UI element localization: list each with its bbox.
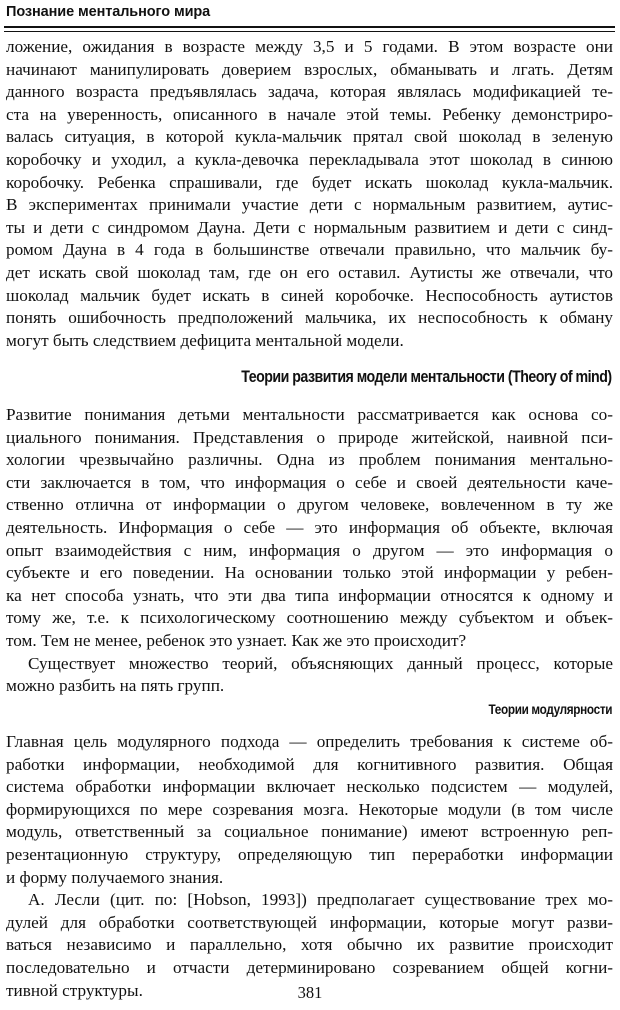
- text-line: том. Тем не менее, ребенок это узнает. Как же это происходит?: [6, 630, 467, 650]
- text-line: хологии чрезвычайно различны. Одна из проблем понимания ментально-: [6, 450, 613, 470]
- text-line: модуль, ответственный за социальное понимание) имеют встроенную реп-: [6, 822, 613, 842]
- text-line: Развитие понимания детьми ментальности рассматривается как основа со-: [6, 405, 613, 424]
- text-line: и форму получаемого знания.: [6, 867, 224, 887]
- text-line: ваться независимо и параллельно, хотя обычно их развитие происходит: [6, 935, 613, 955]
- text-line: субъекте и его поведении. На основании только этой информации у ребен-: [6, 563, 613, 583]
- text-line: резентационную структуру, определяющую тип переработки информации: [6, 844, 613, 864]
- text-line: ложение, ожидания в возрасте между 3,5 и 5 годами. В этом возрасте они: [6, 37, 613, 56]
- text-line: ромом Дауна в 4 года в большинстве отвечали правильно, что мальчик бу-: [6, 240, 613, 260]
- text-line: дет искать свой шоколад там, где он его оставил. Аутисты же отвечали, что: [6, 262, 613, 282]
- paragraph: [6, 653, 613, 698]
- text-line: В экспериментах принимали участие дети с нормальным развитием, аутис-: [6, 195, 613, 215]
- text-line: формирующихся по мере созревания мозга. Некоторые модули (в том числе: [6, 799, 613, 819]
- text-line: могут быть следствием дефицита ментальной модели.: [6, 330, 404, 350]
- text-line: можно разбить на пять групп.: [6, 676, 225, 696]
- text-line: Главная цель модулярного подхода — определить требования к системе об-: [6, 732, 613, 751]
- text-line: ста на уверенность, описанного в начале этой темы. Ребенку демонстриро-: [6, 104, 613, 124]
- paragraph: [6, 36, 613, 352]
- text-line: деятельность. Информация о себе — это информация об объекте, включая: [6, 517, 613, 537]
- text-line: сти заключается в том, что информация о себе и своей деятельности каче-: [6, 472, 613, 492]
- text-line: последовательно и отчасти детерминировано созреванием общей когни-: [6, 957, 613, 977]
- paragraph: [6, 731, 613, 889]
- text-line: ка нет способа узнать, что эти два типа информации относятся к одному и: [6, 585, 613, 605]
- text-line: работки информации, необходимой для когнитивного развития. Общая: [6, 754, 613, 774]
- text-line: данного возраста предъявлялась задача, которая являлась модификацией те-: [6, 82, 613, 102]
- running-head-title: Познание ментального мира: [6, 4, 211, 20]
- text-line: коробочку и уходил, а кукла-девочка перекладывала этот шоколад в синюю: [6, 149, 613, 169]
- text-line: начинают манипулировать доверием взрослых, обманывать и лгать. Детям: [6, 59, 613, 79]
- text-line: А. Лесли (цит. по: [Hobson, 1993]) предполагает существование трех мо-: [28, 890, 613, 910]
- text-line: ственно отлична от информации о другом человеке, вовлеченном в ту же: [6, 495, 613, 515]
- text-line: циального понимания. Представления о природе житейской, наивной пси-: [6, 427, 613, 447]
- paragraph: [6, 404, 613, 653]
- text-line: система обработки информации включает несколько подсистем — модулей,: [6, 777, 613, 797]
- section-body: [6, 404, 613, 698]
- text-line: дулей для обработки соответствующей информации, которые могут разви-: [6, 912, 613, 932]
- header-rule-thick: [4, 26, 615, 28]
- body-paragraph-continued: [6, 36, 613, 352]
- subsection-body: [6, 731, 613, 1002]
- page-number: 381: [297, 983, 323, 1002]
- text-line: валась ситуация, в которой кукла-мальчик прятал свой шоколад в зеленую: [6, 127, 613, 147]
- text-line: тому же, т.е. к психологическому соотношению между субъектом и объек-: [6, 608, 613, 628]
- text-line: Существует множество теорий, объясняющих данный процесс, которые: [28, 653, 613, 673]
- text-line: шоколад мальчик будет искать в синей коробочке. Неспособность аутистов: [6, 285, 613, 305]
- header-rule-thin: [4, 31, 615, 32]
- subsection-heading: Теории модулярности: [488, 701, 612, 717]
- section-heading: Теории развития модели ментальности (Theory of mind): [241, 368, 612, 386]
- text-line: понять ошибочность предположений мальчика, их неспособность к обману: [6, 308, 613, 328]
- text-line: опыт взаимодействия с ним, информация о другом — это информация о: [6, 540, 613, 560]
- text-line: ты и дети с синдромом Дауна. Дети с нормальным развитием и дети с синд-: [6, 217, 613, 237]
- text-line: коробочку. Ребенка спрашивали, где будет искать шоколад кукла-мальчик.: [6, 172, 613, 192]
- text-line: тивной структуры.: [6, 980, 143, 1000]
